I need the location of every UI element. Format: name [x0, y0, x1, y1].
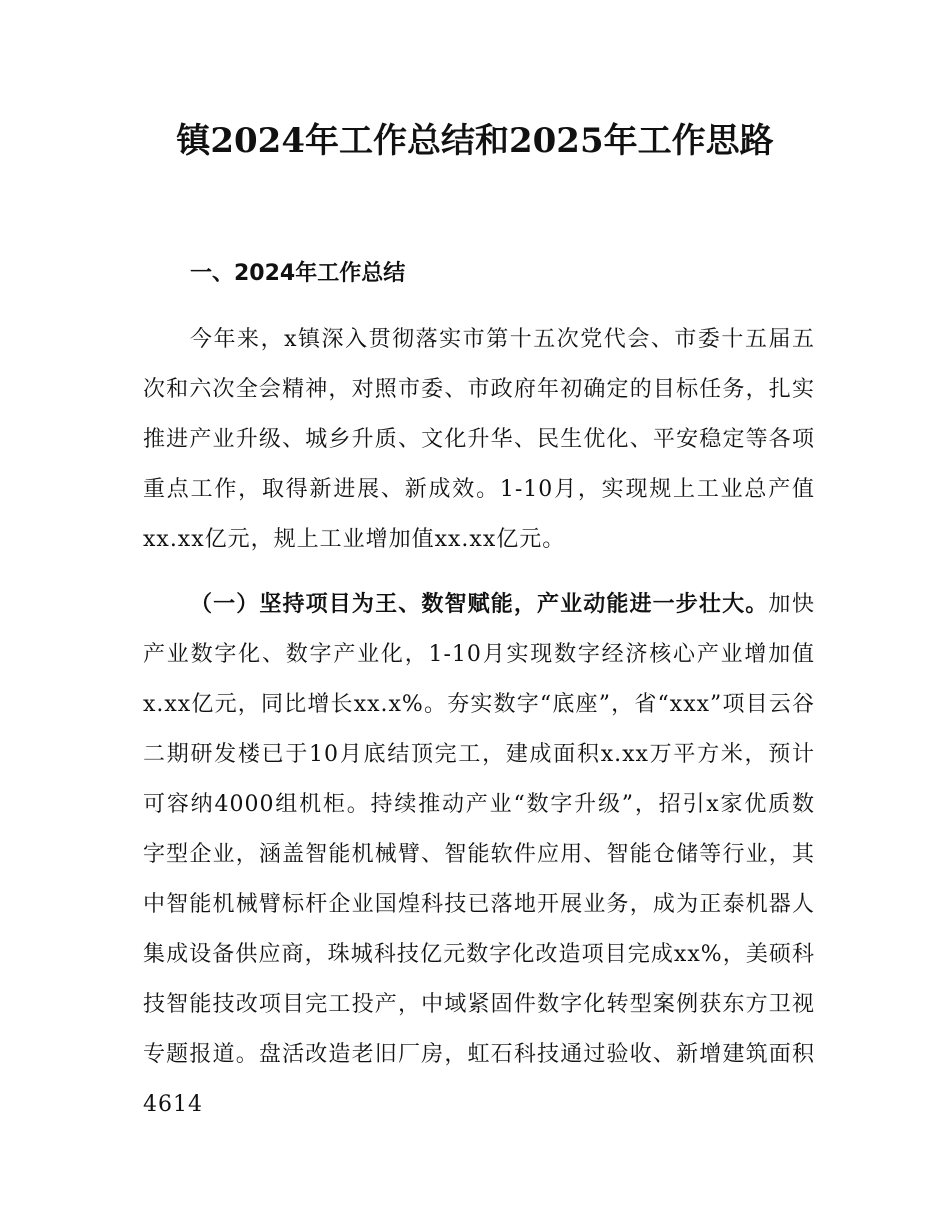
industry-paragraph-body: 加快产业数字化、数字产业化，1-10月实现数字经济核心产业增加值x.xx亿元，同比增长xx.x%。夯实数字“底座”，省“xxx”项目云谷二期研发楼已于10月底结顶完工，建成面积x.xx万平方米，预计可容纳4000组机柜。持续推动产业“数字升级”，招引x家优质数字型企业，涵盖智能机械臂、智能软件应用、智能仓储等行业，其中智能机械臂标杆企业国煌科技已落地开展业务，成为正泰机器人集成设备供应商，珠城科技亿元数字化改造项目完成xx%，美硕科技智能技改项目完工投产，中域紧固件数字化转型案例获东方卫视专题报道。盘活改造老旧厂房，虹石科技通过验收、新增建筑面积4614 — [143, 592, 815, 1117]
section-heading: 一、2024年工作总结 — [190, 261, 406, 286]
subsection-heading: （一）坚持项目为王、数智赋能，产业动能进一步壮大。 — [190, 592, 769, 617]
summary-paragraph: 今年来，x镇深入贯彻落实市第十五次党代会、市委十五届五次和六次全会精神，对照市委、市政府年初确定的目标任务，扎实推进产业升级、城乡升质、文化升华、民生优化、平安稳定等各项重点工作，取得新进展、新成效。1-10月，实现规上工业总产值xx.xx亿元，规上工业增加值xx.xx亿元。 — [143, 327, 815, 552]
industry-paragraph — [143, 580, 815, 1130]
document-title: 镇2024年工作总结和2025年工作思路 — [176, 121, 774, 161]
